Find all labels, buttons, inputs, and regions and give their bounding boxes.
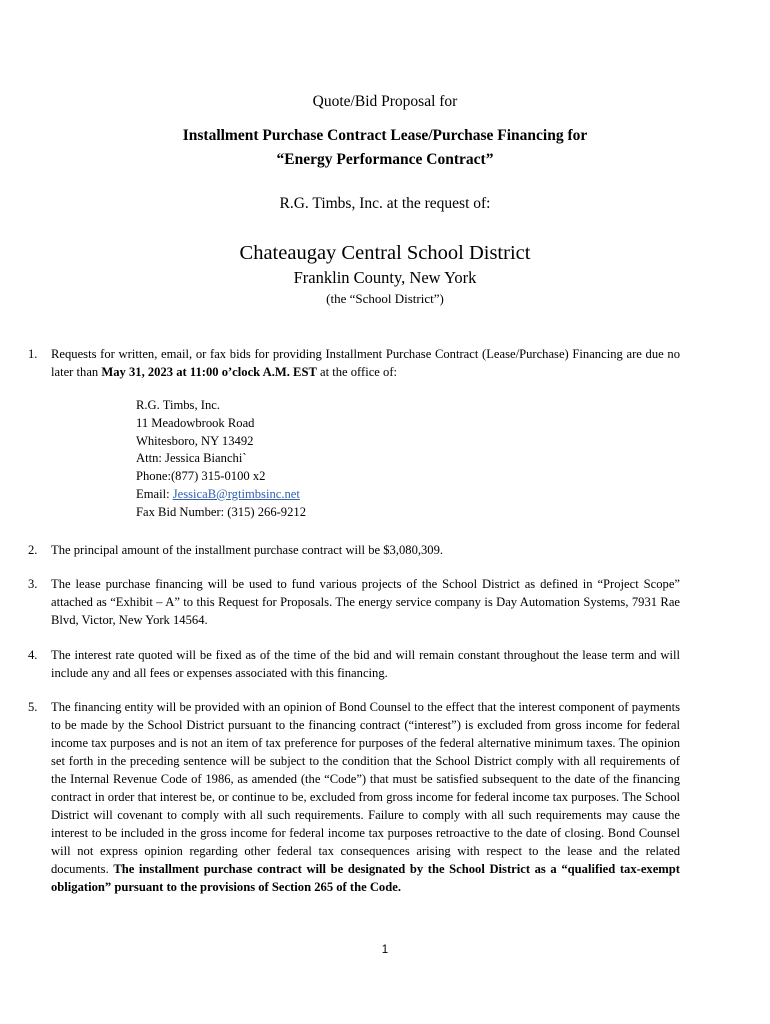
address-attn: Attn: Jessica Bianchi`	[136, 451, 247, 466]
county-line: Franklin County, New York	[293, 268, 477, 287]
proposal-heading: Quote/Bid Proposal for	[312, 93, 458, 110]
address-city: Whitesboro, NY 13492	[136, 433, 254, 448]
email-link[interactable]: JessicaB@rgtimbsinc.net	[172, 486, 300, 501]
item-text: The lease purchase financing will be used to fund various projects of the School District as defined in “Project Scope” attached as “Exhibit – A” to this Request for Proposals. The energy service company is Day Automation Systems, 7931 Rae Blvd, Victor, New York 14564.	[51, 577, 680, 627]
item-text: The principal amount of the installment purchase contract will be $3,080,309.	[51, 543, 444, 557]
list-item-1	[28, 345, 680, 381]
item-number: 3.	[28, 577, 38, 591]
item-number: 4.	[28, 648, 38, 662]
item-number: 2.	[28, 543, 38, 557]
list-item-4	[28, 646, 680, 682]
email-label: Email:	[136, 486, 173, 501]
address-phone: Phone:(877) 315-0100 x2	[136, 469, 266, 484]
address-street: 11 Meadowbrook Road	[136, 415, 255, 430]
list-item-2	[28, 541, 680, 559]
address-block	[136, 397, 306, 522]
title-line-2: “Energy Performance Contract”	[276, 151, 494, 168]
title-line-1: Installment Purchase Contract Lease/Purchase Financing for	[182, 127, 588, 144]
item-text: The interest rate quoted will be fixed as of the time of the bid and will remain constant throughout the lease term and will include any and all fees or expenses associated with this financing.	[51, 648, 680, 680]
requestor-line: R.G. Timbs, Inc. at the request of:	[279, 195, 491, 212]
item-text	[51, 698, 680, 896]
item-text-part: Requests for written, email, or fax bids for providing Installment Purchase Contract (Lease/Purchase) Financing are due no later than	[51, 347, 680, 379]
address-company: R.G. Timbs, Inc.	[136, 398, 220, 412]
item-number: 1.	[28, 347, 38, 361]
address-email-line	[136, 486, 306, 504]
item-text	[51, 345, 680, 381]
list-item-5	[28, 698, 680, 896]
item-bold-text: The installment purchase contract will be designated by the School District as a “qualified tax-exempt obligation” pursuant to the provisions of Section 265 of the Code.	[51, 862, 680, 894]
item-text-part: The financing entity will be provided with an opinion of Bond Counsel to the effect that the interest component of payments to be made by the School District pursuant to the financing contract (“interest”) is excluded from gross income for federal income tax purposes and is not an item of tax preference for purposes of the federal alternative minimum taxes. The opinion set forth in the preceding sentence will be subject to the condition that the School District comply with all requirements of the Internal Revenue Code of 1986, as amended (the “Code”) that must be satisfied subsequent to the date of the financing contract in order that interest be, or continue to be, excluded from gross income for federal income tax purposes. The School District will covenant to comply with all such requirements. Failure to comply with all such requirements may cause the interest to be included in the gross income for federal income tax purposes retroactive to the date of closing. Bond Counsel will not express opinion regarding other federal tax consequences arising with respect to the lease and the related documents.	[51, 700, 680, 876]
address-fax: Fax Bid Number: (315) 266-9212	[136, 504, 306, 519]
item-number: 5.	[28, 700, 38, 714]
item-bold-text: May 31, 2023 at 11:00 o’clock A.M. EST	[101, 365, 317, 379]
item-text-part: at the office of:	[316, 365, 398, 379]
district-alias: (the “School District”)	[326, 291, 444, 306]
list-item-3	[28, 575, 680, 629]
district-name: Chateaugay Central School District	[239, 242, 531, 264]
page-number: 1	[381, 944, 389, 956]
